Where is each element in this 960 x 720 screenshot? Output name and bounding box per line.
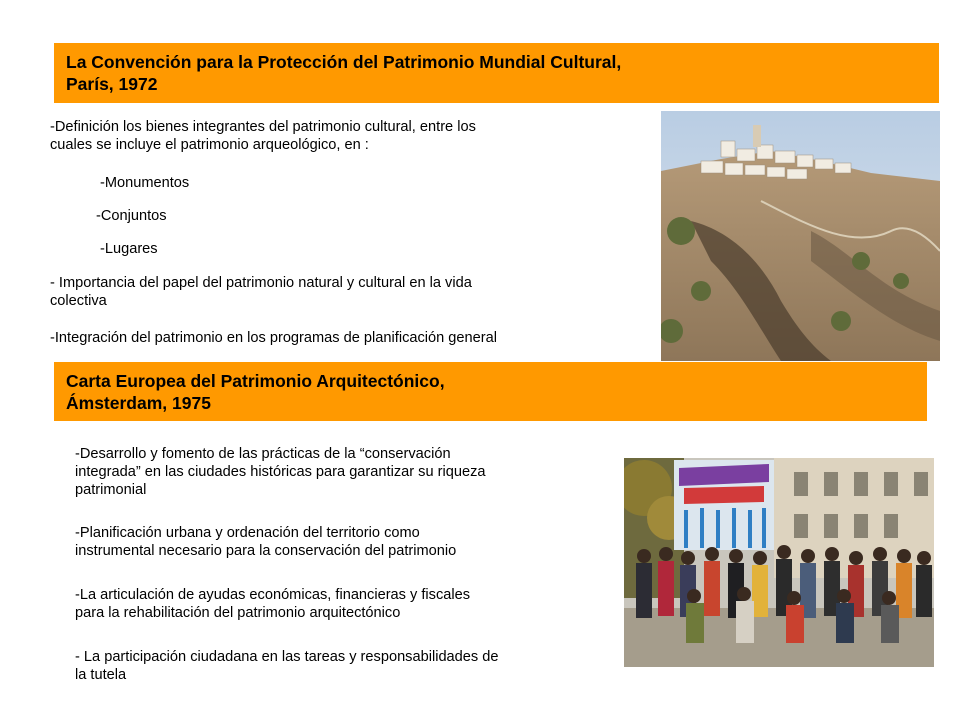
- section-2-line: la tutela: [75, 667, 127, 683]
- village-gorge-photo: [661, 111, 940, 361]
- village-gorge-image: [661, 111, 940, 361]
- section-1-title-line-2: París, 1972: [66, 74, 158, 94]
- section-2-text: [75, 445, 635, 715]
- section-1-line: cuales se incluye el patrimonio arqueológico, en :: [50, 137, 369, 153]
- section-2-line: - La participación ciudadana en las tareas y responsabilidades de: [75, 649, 499, 665]
- section-2-line: integrada” en las ciudades históricas para garantizar su riqueza: [75, 464, 486, 480]
- section-2-line: -Planificación urbana y ordenación del territorio como: [75, 525, 420, 541]
- section-2-line: instrumental necesario para la conservación del patrimonio: [75, 543, 457, 559]
- section-1-text: [50, 118, 640, 358]
- section-1-line: - Importancia del papel del patrimonio natural y cultural en la vida: [50, 275, 472, 291]
- section-2-title-line-1: Carta Europea del Patrimonio Arquitectónico,: [66, 370, 445, 391]
- section-1-title-line-1: La Convención para la Protección del Patrimonio Mundial Cultural,: [66, 52, 622, 72]
- section-2-line: patrimonial: [75, 482, 147, 498]
- section-1-line: colectiva: [50, 293, 107, 309]
- section-1-list-item-lugares: -Lugares: [100, 241, 158, 257]
- section-1-title-banner: [54, 43, 939, 103]
- section-2-line: para la rehabilitación del patrimonio arquitectónico: [75, 605, 401, 621]
- section-2-title-line-2: Ámsterdam, 1975: [66, 392, 211, 413]
- section-2-line: -La articulación de ayudas económicas, financieras y fiscales: [75, 587, 471, 603]
- community-group-photo: [624, 458, 934, 667]
- community-group-image: [624, 458, 934, 667]
- section-1-line: -Integración del patrimonio en los programas de planificación general: [50, 330, 497, 346]
- section-2-title-banner: [54, 362, 927, 421]
- section-1-line: -Definición los bienes integrantes del patrimonio cultural, entre los: [50, 119, 476, 135]
- section-1-list-item-conjuntos: -Conjuntos: [96, 208, 167, 224]
- section-2-line: -Desarrollo y fomento de las prácticas de la “conservación: [75, 446, 451, 462]
- section-1-list-item-monumentos: -Monumentos: [100, 175, 190, 191]
